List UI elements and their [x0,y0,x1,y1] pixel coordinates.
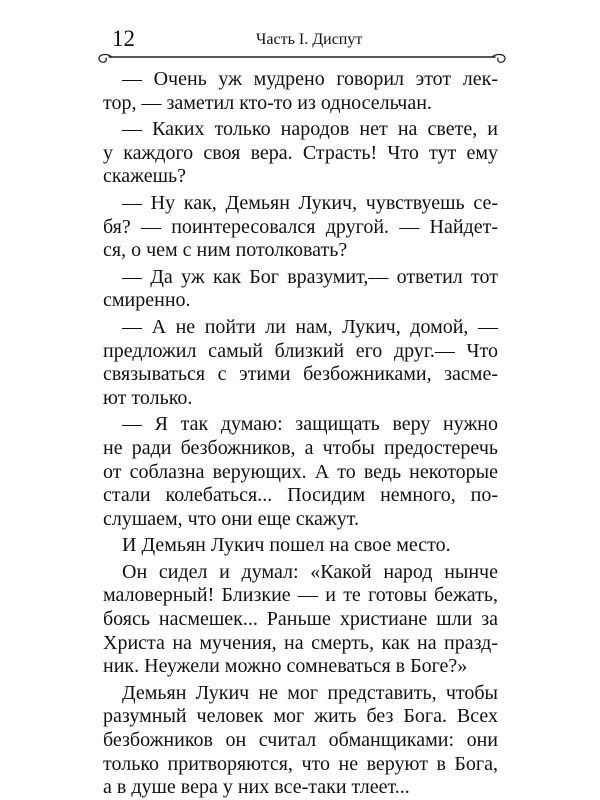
paragraph [103,192,498,263]
text-line: связываться с этими безбожниками, засме- [103,363,498,386]
text-line: — Очень уж мудрено говорил этот лек- [122,68,498,90]
text-line: не ради безбожников, а чтобы предостеречь [103,436,498,459]
text-line: тор, — заметил кто-то из односельчан. [103,91,432,114]
paragraph [103,534,498,558]
text-line: Он сидел и думал: «Какой народ нынче [122,560,498,583]
text-line: — Да уж как Бог вразумит,— ответил тот [122,265,498,288]
text-line: маловерный! Близкие — и те готовы бежать, [103,584,498,607]
running-title: Часть I. Диспут [256,31,363,48]
text-line: скажешь? [103,165,186,188]
header-ornamental-rule [96,52,508,66]
text-line: — Я так думаю: защищать веру нужно [122,413,498,436]
text-line: предложил самый близкий его друг.— Что [103,339,498,362]
text-line: И Демьян Лукич пошел на свое место. [122,534,451,557]
page-number: 12 [112,26,135,51]
text-line: — Каких только народов нет на свете, и [122,118,498,141]
text-line: а в душе вера у них все-таки тлеет... [103,776,410,799]
text-line: стали колебаться... Посидим немного, по- [103,484,498,507]
text-line: ют только. [103,386,193,409]
paragraph [103,413,498,531]
paragraph [103,68,498,115]
text-line: ся, о чем с ним потолковать? [103,239,348,262]
text-line: слушаем, что они еще скажут. [103,507,359,530]
text-line: Демьян Лукич не мог представить, чтобы [122,681,498,704]
text-line: у каждого своя вера. Страсть! Что тут ему [103,141,498,164]
paragraph [103,561,498,679]
paragraph [103,118,498,189]
text-line: — Ну как, Демьян Лукич, чувствуешь се- [122,191,498,214]
body-text [103,68,498,800]
text-line: — А не пойти ли нам, Лукич, домой, — [122,315,498,338]
paragraph [103,316,498,410]
paragraph [103,682,498,800]
text-line: разумный человек мог жить без Бога. Всех [103,705,498,728]
text-line: боясь насмешек... Раньше христиане шли за [103,608,498,631]
text-line: бя? — поинтересовался другой. — Найдет- [103,215,498,238]
text-line: Христа на мучения, на смерть, как на празд- [103,631,498,654]
text-line: ник. Неужели можно сомневаться в Боге?» [103,655,468,678]
text-line: только притворяются, что не веруют в Бога, [103,752,498,775]
paragraph [103,266,498,313]
text-line: от соблазна верующих. А то ведь некоторые [103,460,498,483]
text-line: смиренно. [103,289,191,312]
text-line: безбожников он считал обманщиками: они [103,729,498,752]
